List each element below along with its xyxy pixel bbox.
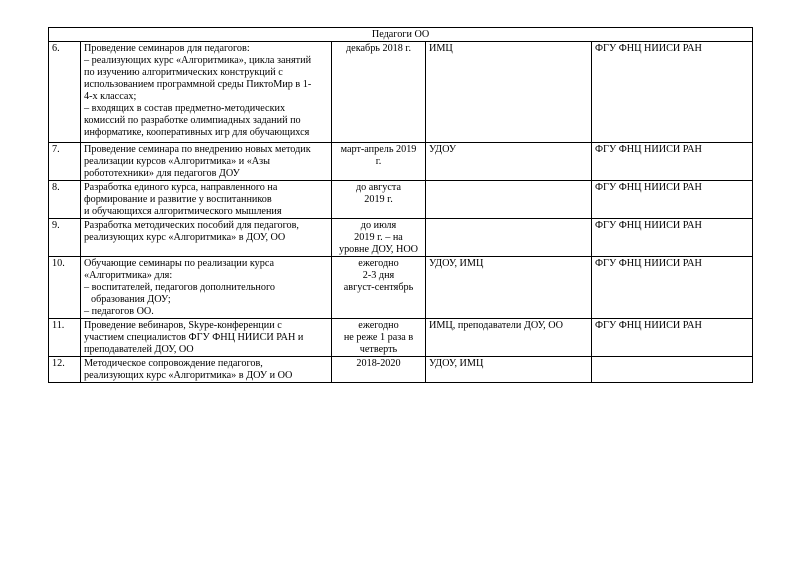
- row-number: 12.: [49, 357, 81, 383]
- deadline-line: до августа: [355, 182, 402, 193]
- partner: ФГУ ФНЦ НИИСИ РАН: [592, 219, 753, 257]
- deadline: [332, 143, 426, 181]
- task-description: [81, 319, 332, 357]
- task-line: Разработка единого курса, направленного на: [84, 182, 278, 193]
- task-line: формирование и развитие у воспитанников: [84, 194, 272, 205]
- row-number: 6.: [49, 42, 81, 143]
- task-line: «Алгоритмика» для:: [84, 270, 173, 281]
- deadline-line: 2-3 дня: [362, 270, 395, 281]
- task-line: реализующих курс «Алгоритмика» в ДОУ и ОО: [84, 370, 293, 381]
- partner: [592, 357, 753, 383]
- task-line: робототехники» для педагогов ДОУ: [84, 168, 240, 179]
- task-line: использованием программной среды ПиктоМир в 1-: [84, 79, 312, 90]
- deadline-line: март-апрель 2019: [340, 144, 417, 155]
- task-line: 4-х классах;: [84, 91, 137, 102]
- task-line: – входящих в состав предметно-методических: [84, 103, 286, 114]
- task-line: Разработка методических пособий для педагогов,: [84, 220, 299, 231]
- deadline: [332, 42, 426, 143]
- responsible: ИМЦ, преподаватели ДОУ, ОО: [426, 319, 592, 357]
- task-line: – реализующих курс «Алгоритмика», цикла занятий: [84, 55, 312, 66]
- task-line: – педагогов ОО.: [84, 306, 154, 317]
- plan-table-body: [49, 28, 753, 383]
- responsible: УДОУ, ИМЦ: [426, 257, 592, 319]
- partner: ФГУ ФНЦ НИИСИ РАН: [592, 143, 753, 181]
- deadline-line: 2018-2020: [356, 358, 401, 369]
- task-line: – воспитателей, педагогов дополнительного: [84, 282, 275, 293]
- deadline: [332, 181, 426, 219]
- task-line: по изучению алгоритмических конструкций с: [84, 67, 283, 78]
- task-line: и обучающихся алгоритмического мышления: [84, 206, 282, 217]
- deadline-line: уровне ДОУ, НОО: [338, 244, 419, 255]
- row-number: 7.: [49, 143, 81, 181]
- deadline-line: август-сентябрь: [343, 282, 414, 293]
- task-description: [81, 42, 332, 143]
- deadline: [332, 357, 426, 383]
- deadline-line: четверть: [359, 344, 398, 355]
- table-row: [49, 357, 753, 383]
- deadline-line: 2019 г. – на: [354, 232, 403, 243]
- task-line: информатике, кооперативных игр для обучающихся: [84, 127, 310, 138]
- task-line: Проведение семинара по внедрению новых методик: [84, 144, 311, 155]
- row-number: 10.: [49, 257, 81, 319]
- responsible: [426, 219, 592, 257]
- deadline-line: ежегодно: [358, 320, 399, 331]
- partner: ФГУ ФНЦ НИИСИ РАН: [592, 42, 753, 143]
- table-row: [49, 181, 753, 219]
- task-description: [81, 181, 332, 219]
- partner: ФГУ ФНЦ НИИСИ РАН: [592, 257, 753, 319]
- task-line: Проведение вебинаров, Skype-конференции с: [84, 320, 282, 331]
- task-line: комиссий по разработке олимпиадных заданий по: [84, 115, 301, 126]
- task-line: Методическое сопровождение педагогов,: [84, 358, 263, 369]
- table-row: [49, 257, 753, 319]
- deadline-line: не реже 1 раза в: [343, 332, 414, 343]
- section-header: Педагоги ОО: [49, 28, 753, 42]
- deadline-line: декабрь 2018 г.: [346, 43, 411, 54]
- responsible: УДОУ: [426, 143, 592, 181]
- task-line: преподавателей ДОУ, ОО: [84, 344, 194, 355]
- row-number: 9.: [49, 219, 81, 257]
- table-row: [49, 219, 753, 257]
- deadline: [332, 319, 426, 357]
- deadline-line: 2019 г.: [364, 194, 393, 205]
- task-line: образования ДОУ;: [91, 294, 171, 305]
- task-line: реализации курсов «Алгоритмика» и «Азы: [84, 156, 271, 167]
- task-description: [81, 219, 332, 257]
- row-number: 8.: [49, 181, 81, 219]
- plan-table: [48, 27, 753, 383]
- deadline-line: ежегодно: [358, 258, 399, 269]
- partner: ФГУ ФНЦ НИИСИ РАН: [592, 319, 753, 357]
- task-line: Обучающие семинары по реализации курса: [84, 258, 274, 269]
- table-row: [49, 143, 753, 181]
- task-line: Проведение семинаров для педагогов:: [84, 43, 250, 54]
- task-line: участием специалистов ФГУ ФНЦ НИИСИ РАН и: [84, 332, 304, 343]
- task-description: [81, 257, 332, 319]
- row-number: 11.: [49, 319, 81, 357]
- responsible: ИМЦ: [426, 42, 592, 143]
- task-description: [81, 357, 332, 383]
- task-line: реализующих курс «Алгоритмика» в ДОУ, ОО: [84, 232, 286, 243]
- section-header-row: [49, 28, 753, 42]
- partner: ФГУ ФНЦ НИИСИ РАН: [592, 181, 753, 219]
- task-description: [81, 143, 332, 181]
- deadline-line: г.: [375, 156, 382, 167]
- deadline-line: до июля: [360, 220, 397, 231]
- deadline: [332, 257, 426, 319]
- responsible: [426, 181, 592, 219]
- table-row: [49, 319, 753, 357]
- responsible: УДОУ, ИМЦ: [426, 357, 592, 383]
- deadline: [332, 219, 426, 257]
- table-row: [49, 42, 753, 143]
